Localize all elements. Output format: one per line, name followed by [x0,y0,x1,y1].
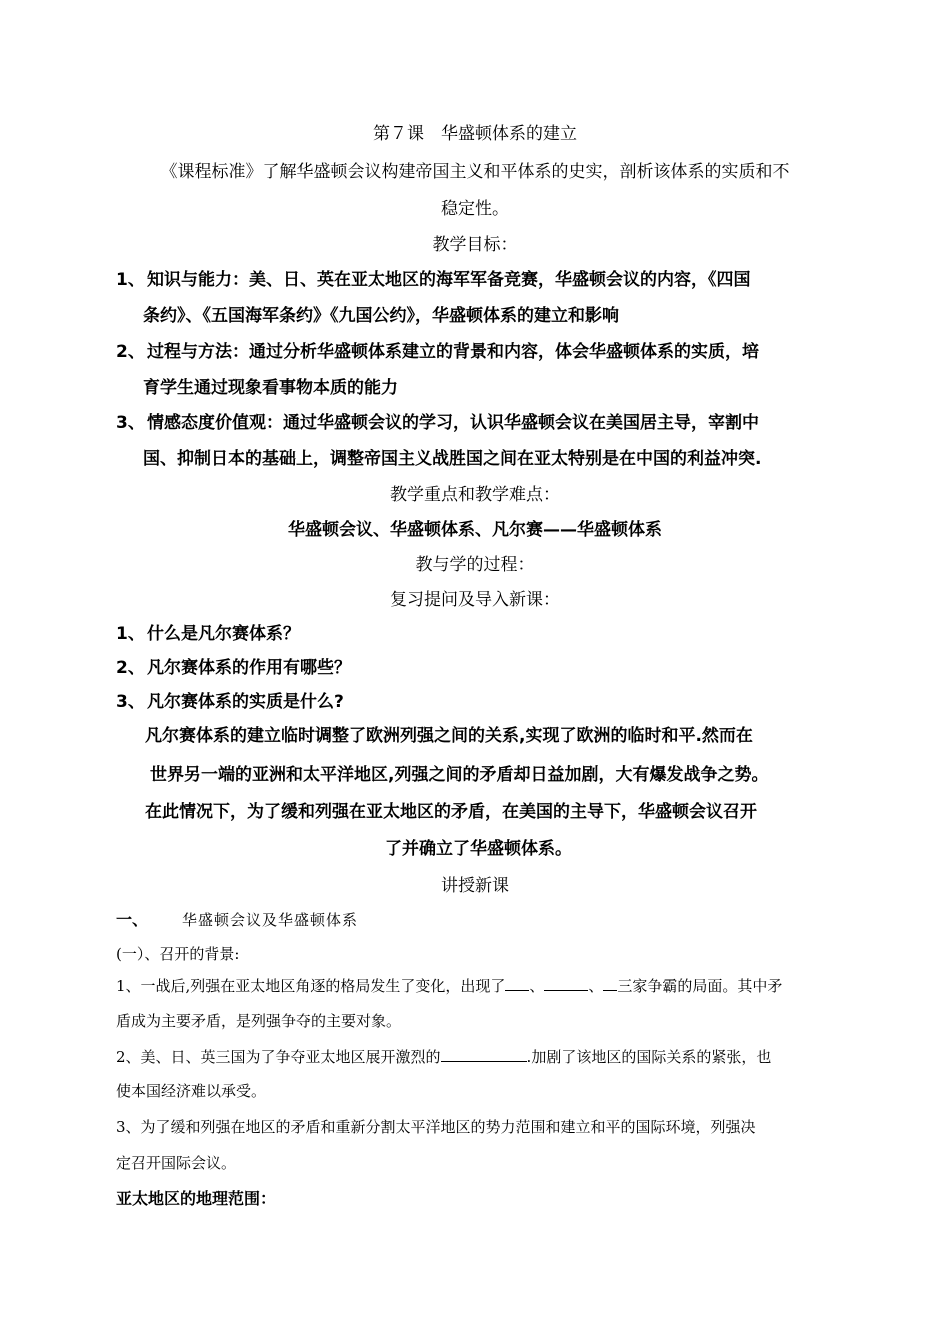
objective-3-line-1: 情感态度价值观：通过华盛顿会议的学习，认识华盛顿会议在美国居主导，宰割中 [147,413,759,433]
background-1-line-2: 盾成为主要矛盾，是列强争夺的主要对象。 [116,1012,402,1030]
intro-line-3: 在此情况下，为了缓和列强在亚太地区的矛盾，在美国的主导下，华盛顿会议召开 [145,802,757,822]
question-2-num: 2、 [116,658,145,678]
blank-4 [441,1044,527,1062]
objective-1-num: 1、 [116,270,145,290]
standard-line-2: 稳定性。 [441,199,509,219]
blank-1 [505,973,529,991]
objective-2-line-2: 育学生通过现象看事物本质的能力 [143,378,398,398]
objective-3-line-2: 国、抑制日本的基础上，调整帝国主义战胜国之间在亚太特别是在中国的利益冲突. [143,449,762,469]
key-heading: 教学重点和教学难点： [390,485,560,505]
question-3-num: 3、 [116,692,145,712]
background-2-text-b: .加剧了该地区的国际关系的紧张，也 [526,1048,772,1066]
background-1-text-a: 1、一战后,列强在亚太地区角逐的格局发生了变化，出现了 [116,977,506,995]
background-2-text-a: 2、美、日、英三国为了争夺亚太地区展开激烈的 [116,1048,441,1066]
new-lesson-heading: 讲授新课 [441,876,509,896]
background-3-line-1: 3、为了缓和列强在地区的矛盾和重新分割太平洋地区的势力范围和建立和平的国际环境，列强决 [116,1118,756,1136]
background-1-text-b: 三家争霸的局面。其中矛 [617,977,783,995]
standard-line-1: 《课程标准》了解华盛顿会议构建帝国主义和平体系的史实，剖析该体系的实质和不 [160,162,790,182]
blank-2 [544,973,588,991]
objective-2-num: 2、 [116,342,145,362]
objective-1-line-1: 知识与能力：美、日、英在亚太地区的海军军备竞赛，华盛顿会议的内容，《四国 [147,270,751,290]
question-2-text: 凡尔赛体系的作用有哪些？ [147,658,351,678]
section-1-num: 一、 [116,910,149,929]
background-2-line-1 [116,1044,771,1068]
objectives-heading: 教学目标： [432,235,518,255]
geo-heading: 亚太地区的地理范围： [116,1189,277,1208]
objective-2-line-1: 过程与方法：通过分析华盛顿体系建立的背景和内容，体会华盛顿体系的实质，培 [147,342,759,362]
intro-line-2: 世界另一端的亚洲和太平洋地区,列强之间的矛盾却日益加剧，大有爆发战争之势。 [150,765,769,785]
background-1-sep-2: 、 [588,977,604,995]
background-3-line-2: 定召开国际会议。 [116,1154,237,1172]
objective-3-num: 3、 [116,413,145,433]
section-1-title: 华盛顿会议及华盛顿体系 [182,911,359,929]
background-1-line-1 [116,973,782,997]
objective-1-line-2: 条约》、《五国海军条约》《九国公约》，华盛顿体系的建立和影响 [143,306,619,326]
intro-line-1: 凡尔赛体系的建立临时调整了欧洲列强之间的关系,实现了欧洲的临时和平.然而在 [145,726,753,746]
lesson-title: 第７课 华盛顿体系的建立 [373,124,577,144]
key-points: 华盛顿会议、华盛顿体系、凡尔赛——华盛顿体系 [288,520,662,540]
blank-3 [603,973,617,991]
subsection-1-heading: (一）、召开的背景: [116,945,240,963]
process-heading: 教与学的过程： [415,555,535,575]
question-1-num: 1、 [116,624,145,644]
question-3-text: 凡尔赛体系的实质是什么? [147,692,344,712]
question-1-text: 什么是凡尔赛体系？ [147,624,300,644]
background-1-sep-1: 、 [529,977,545,995]
review-heading: 复习提问及导入新课： [390,590,560,610]
background-2-line-2: 使本国经济难以承受。 [116,1082,267,1100]
intro-line-4: 了并确立了华盛顿体系。 [385,839,572,859]
